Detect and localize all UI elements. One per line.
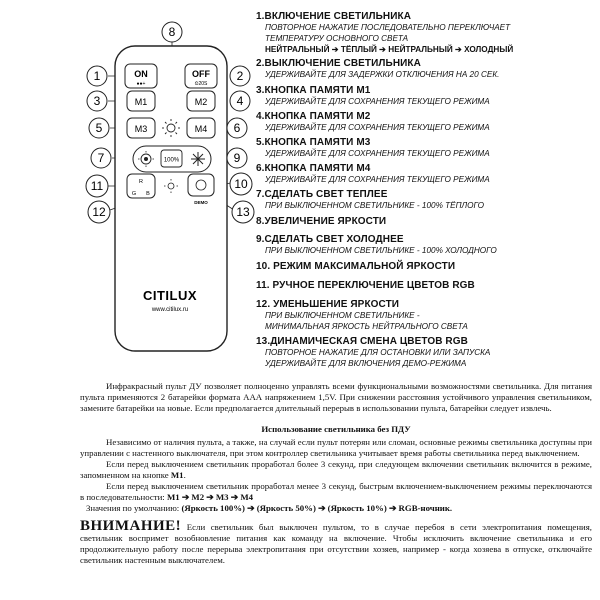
warning-title: ВНИМАНИЕ! (80, 518, 182, 534)
brand-logo: CITILUX (142, 288, 198, 303)
legend-title: 1.ВКЛЮЧЕНИЕ СВЕТИЛЬНИКА (256, 11, 412, 22)
callout-4 (230, 91, 250, 111)
svg-text:3: 3 (93, 94, 101, 108)
full-brightness-button[interactable] (161, 150, 182, 167)
svg-text:7: 7 (97, 151, 105, 165)
legend-sub: НЕЙТРАЛЬНЫЙ ➔ ТЁПЛЫЙ ➔ НЕЙТРАЛЬНЫЙ ➔ ХОЛОДНЫЙ (265, 45, 514, 54)
button-legend (256, 12, 596, 369)
svg-text:1: 1 (93, 69, 101, 83)
legend-item-7 (256, 190, 596, 211)
rgb-manual-button[interactable] (127, 174, 155, 198)
svg-text:12: 12 (92, 205, 106, 219)
svg-text:100%: 100% (163, 157, 180, 164)
legend-sub: УДЕРЖИВАЙТЕ ДЛЯ СОХРАНЕНИЯ ТЕКУЩЕГО РЕЖИМА (265, 97, 490, 106)
callout-2 (230, 66, 250, 86)
legend-title: 11. РУЧНОЕ ПЕРЕКЛЮЧЕНИЕ ЦВЕТОВ RGB (256, 280, 475, 291)
legend-title: 7.СДЕЛАТЬ СВЕТ ТЕПЛЕЕ (256, 189, 388, 200)
instructions-text (80, 381, 592, 566)
m4-button[interactable] (187, 118, 215, 138)
callout-13 (232, 201, 254, 223)
legend-item-5 (256, 138, 596, 159)
legend-item-13 (256, 337, 596, 369)
warning-paragraph (80, 518, 592, 566)
m1-button[interactable] (127, 91, 155, 111)
legend-sub: ПОВТОРНОЕ НАЖАТИЕ ПОСЛЕДОВАТЕЛЬНО ПЕРЕКЛЮЧАЕТ (265, 23, 511, 32)
paragraph-3: Если перед выключением светильник проработал менее 3 секунд, быстрым включением-выключением режимы переключаются в последовательности: M1 ➔ M2 ➔ M3 ➔ M4 (80, 481, 592, 502)
legend-item-3 (256, 86, 596, 107)
legend-title: 6.КНОПКА ПАМЯТИ М4 (256, 163, 371, 174)
legend-sub: УДЕРЖИВАЙТЕ ДЛЯ СОХРАНЕНИЯ ТЕКУЩЕГО РЕЖИМА (265, 175, 490, 184)
svg-text:DEMO: DEMO (194, 200, 208, 205)
legend-item-8 (256, 217, 596, 227)
legend-sub: ПОВТОРНОЕ НАЖАТИЕ ДЛЯ ОСТАНОВКИ ИЛИ ЗАПУСКА (265, 348, 491, 357)
m3-button[interactable] (127, 118, 155, 138)
callout-7 (91, 148, 111, 168)
svg-text:G: G (131, 191, 137, 197)
legend-sub: ПРИ ВЫКЛЮЧЕННОМ СВЕТИЛЬНИКЕ - (265, 311, 420, 320)
svg-text:M1: M1 (134, 97, 148, 107)
legend-title: 12. УМЕНЬШЕНИЕ ЯРКОСТИ (256, 299, 400, 310)
svg-text:13: 13 (236, 205, 250, 219)
legend-title: 2.ВЫКЛЮЧЕНИЕ СВЕТИЛЬНИКА (256, 58, 421, 69)
legend-item-9 (256, 235, 596, 256)
legend-sub: УДЕРЖИВАЙТЕ ДЛЯ ЗАДЕРЖКИ ОТКЛЮЧЕНИЯ НА 20 СЕК. (265, 70, 500, 79)
section-heading: Использование светильника без ПДУ (261, 424, 411, 434)
callout-12 (88, 201, 110, 223)
paragraph-4: Значения по умолчанию: (Яркость 100%) ➔ (Яркость 50%) ➔ (Яркость 10%) ➔ RGB-ночник. (86, 503, 453, 513)
svg-text:B: B (146, 191, 150, 197)
callout-5 (89, 118, 109, 138)
paragraph-2: Если перед выключением светильник проработал более 3 секунд, при следующем включении светильник включится в режиме, запомненном на кнопке M1. (80, 459, 592, 480)
callout-3 (87, 91, 107, 111)
svg-text:M3: M3 (134, 124, 148, 134)
svg-text:10: 10 (234, 177, 248, 191)
svg-text:R: R (139, 179, 143, 185)
legend-title: 3.КНОПКА ПАМЯТИ М1 (256, 85, 371, 96)
legend-sub: ПРИ ВЫКЛЮЧЕННОМ СВЕТИЛЬНИКЕ - 100% ХОЛОДНОГО (265, 246, 497, 255)
warning-text: Если светильник был выключен пультом, то в случае перебоя в сети электропитания помещения, светильник воспримет возобновление питания как команду на включение. Чтобы исключить включение светильника и его продолжительную работу после перерыва электропитания при отсутствии хозяев, например - когда хозяева в отпуске, отключайте светильник настенным выключателем. (80, 522, 592, 565)
m2-button[interactable] (187, 91, 215, 111)
cooler-light-icon[interactable] (191, 152, 205, 166)
legend-sub: МИНИМАЛЬНАЯ ЯРКОСТЬ НЕЙТРАЛЬНОГО СВЕТА (265, 322, 468, 331)
svg-text:11: 11 (90, 179, 104, 193)
legend-title: 8.УВЕЛИЧЕНИЕ ЯРКОСТИ (256, 216, 387, 227)
off-button[interactable] (185, 64, 217, 88)
remote-illustration (0, 0, 260, 370)
legend-sub: ПРИ ВЫКЛЮЧЕННОМ СВЕТИЛЬНИКЕ - 100% ТЁПЛОГО (265, 201, 485, 210)
svg-text:⏲20S: ⏲20S (194, 81, 208, 87)
callout-1 (87, 66, 107, 86)
svg-text:9: 9 (233, 151, 241, 165)
legend-sub: ТЕМПЕРАТУРУ ОСНОВНОГО СВЕТА (265, 34, 409, 43)
legend-item-4 (256, 112, 596, 133)
svg-text:M2: M2 (194, 97, 208, 107)
legend-title: 10. РЕЖИМ МАКСИМАЛЬНОЙ ЯРКОСТИ (256, 261, 456, 272)
intro-paragraph: Инфракрасный пульт ДУ позволяет полноценно управлять всеми функциональными возможностями светильника. Для питания пульта применяются 2 батарейки формата ААА напряжением 1,5V. При снижении расстояния устойчивого управления светильником, замените батарейки на новые. Если предполагается длительный перерыв в использовании пульта, батарейки следует извлечь. (80, 381, 592, 413)
svg-text:4: 4 (236, 94, 244, 108)
callout-9 (227, 148, 247, 168)
legend-title: 9.СДЕЛАТЬ СВЕТ ХОЛОДНЕЕ (256, 234, 404, 245)
brand-website: www.citilux.ru (151, 307, 189, 313)
svg-text:2: 2 (236, 69, 244, 83)
svg-text:M4: M4 (194, 124, 208, 134)
legend-item-12 (256, 300, 596, 332)
legend-sub: УДЕРЖИВАЙТЕ ДЛЯ СОХРАНЕНИЯ ТЕКУЩЕГО РЕЖИМА (265, 123, 490, 132)
legend-title: 13.ДИНАМИЧЕСКАЯ СМЕНА ЦВЕТОВ RGB (256, 336, 468, 347)
legend-sub: УДЕРЖИВАЙТЕ ДЛЯ СОХРАНЕНИЯ ТЕКУЩЕГО РЕЖИМА (265, 149, 490, 158)
svg-text:●●+: ●●+ (136, 81, 146, 87)
legend-item-2 (256, 59, 596, 80)
svg-text:ON: ON (134, 69, 148, 79)
callout-6 (227, 118, 247, 138)
callout-8 (162, 22, 182, 42)
on-button[interactable] (125, 64, 157, 88)
legend-sub: УДЕРЖИВАЙТЕ ДЛЯ ВКЛЮЧЕНИЯ ДЕМО-РЕЖИМА (265, 359, 467, 368)
svg-text:6: 6 (233, 121, 241, 135)
svg-text:5: 5 (95, 121, 103, 135)
svg-text:OFF: OFF (192, 69, 210, 79)
remote-svg (0, 0, 260, 370)
legend-item-1 (256, 12, 596, 55)
legend-item-10 (256, 262, 596, 272)
callout-10 (230, 173, 252, 195)
paragraph-1: Независимо от наличия пульта, а также, на случай если пульт потерян или сломан, основные режимы светильника доступны при управлении с настенного выключателя, при этом контроллер светильника учитывает время работы светильника перед выключением. (80, 437, 592, 458)
callout-11 (86, 175, 108, 197)
legend-title: 4.КНОПКА ПАМЯТИ М2 (256, 111, 371, 122)
svg-text:8: 8 (168, 25, 176, 39)
legend-item-6 (256, 164, 596, 185)
legend-title: 5.КНОПКА ПАМЯТИ М3 (256, 137, 371, 148)
legend-item-11 (256, 281, 596, 291)
